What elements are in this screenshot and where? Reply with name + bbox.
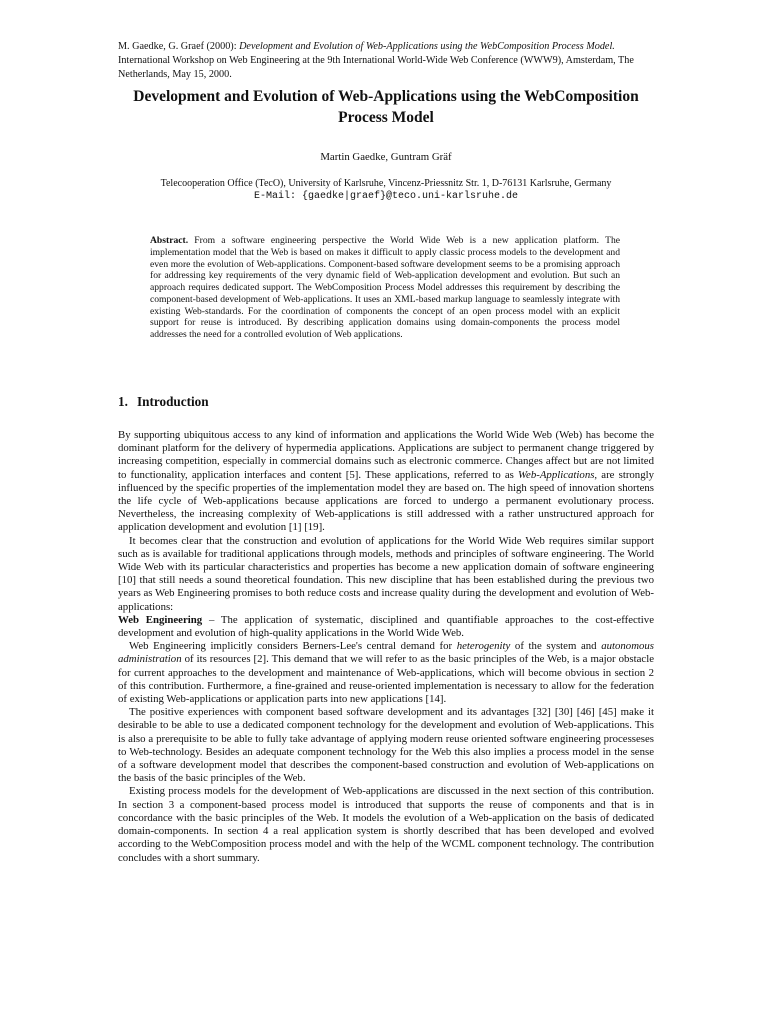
abstract-label: Abstract. [150,235,189,246]
paragraph-3-emphasis-2: autonomous administration [118,640,655,666]
paragraph-3-text-c: of its resources [2]. This demand that we will refer to as the basic principles of the Web, is a major obstacle for current approaches to the development and maintenance of Web-applications, which will become obvious in section 2 of this contribution. Furthermore, a fine-grained and reuse-oriented implementation is necessary to allow for the federation of existing Web-applications or application parts into new applications [14]. [118,653,654,706]
affiliation-block [118,177,654,203]
paper-title: Development and Evolution of Web-Applications using the WebComposition Process Model [133,88,639,126]
paragraph-3-text-b: of the system and [510,640,602,653]
definition-term: Web Engineering [118,613,203,626]
citation-title: Development and Evolution of Web-Applications using the WebComposition Process Model. [239,41,615,52]
section-title: Introduction [137,394,209,409]
abstract-text: From a software engineering perspective the World Wide Web is a new application platform. The implementation model that the Web is based on makes it difficult to apply classic process models to the development and even more the evolution of Web-applications. Component-based software development seems to be a promising approach for addressing key requirements of the very dynamic field of Web-application development and evolution. But such an approach requires dedicated support. The WebComposition Process Model addresses this requirement by describing the component-based development of Web-applications. It uses an XML-based markup language to seamlessly integrate with existing Web-standards. For the coordination of components the concept of an open process model with an explicit support for reuse is introduced. By describing application domains using domain-components the process model addresses the need for a controlled evolution of Web applications. [150,235,620,340]
paragraph-3 [118,640,654,706]
paragraph-1-text-a: By supporting ubiquitous access to any kind of information and applications the World Wide Web (Web) has become the dominant platform for the delivery of hypermedia applications. Applications are subject to permanent change triggered by increasing competition, especially in commercial domains such as electronic commerce. Changes affect but are not limited to functionality, application interfaces and content [5]. These applications, referred to as [118,429,654,481]
paragraph-1-text-b: , are strongly influenced by the specific properties of the implementation model they are based on. The high speed of innovation shortens the life cycle of Web-applications because applications are forced to undergo a permanent evolutionary process. Nevertheless, the increasing complexity of Web-applications is still addressed with a rather unstructured approach for application development and evolution [1] [19]. [118,468,655,534]
definition-text: – The application of systematic, disciplined and quantifiable approaches to the cost-effective development and evolution of high-quality applications in the World Wide Web. [118,613,654,640]
definition-block [118,614,654,640]
body-text [118,429,654,865]
section-number: 1. [118,394,128,409]
paragraph-4: The positive experiences with component based software development and its advantages [32] [30] [46] [45] make it desirable to be able to use a dedicated component technology for the development and evolution of Web-applications. This is also a prerequisite to be able to fully take advantage of applying modern reuse oriented software engineering processeses to Web-technology. Besides an adequate component technology for the Web this also implies a process model in the sense of a software development model that describes the component-based construction and evolution of Web-applications on the basis of the basic principles of the Web. [118,706,654,785]
paragraph-2: It becomes clear that the construction and evolution of applications for the World Wide Web requires similar support such as is available for traditional applications through models, methods and principles of software engineering. The World Wide Web with its particular characteristics and properties has become a new application domain of software engineering [10] that still needs a sound theoretical foundation. This new discipline that has been established during the previous two years as Web Engineering promises to both reduce costs and increase quality during the development and evolution of Web-applications: [118,534,654,613]
author-list: Martin Gaedke, Guntram Gräf [320,151,452,163]
citation-header [118,40,654,82]
section-heading [118,393,654,411]
paragraph-1-emphasis: Web-Applications [518,468,595,481]
abstract [150,235,620,341]
email-address: E-Mail: {gaedke|graef}@teco.uni-karlsruhe.de [253,191,519,202]
paragraph-3-text-a: Web Engineering implicitly considers Berners-Lee's central demand for [129,640,457,653]
citation-authors: M. Gaedke, G. Graef (2000): [118,41,240,52]
paragraph-3-emphasis-1: heterogenity [456,640,511,653]
citation-venue: International Workshop on Web Engineering at the 9th International World-Wide Web Conference (WWW9), Amsterdam, The Netherlands, May 15, 2000. [118,55,634,80]
affiliation: Telecooperation Office (TecO), University of Karlsruhe, Vincenz-Priessnitz Str. 1, D-76131 Karlsruhe, Germany [160,178,612,189]
paragraph-5: Existing process models for the development of Web-applications are discussed in the next section of this contribution. In section 3 a component-based process model is introduced that supports the reuse of components and that is in concordance with the basic principles of the Web. It models the evolution of a Web-application on the basis of dedicated domain-components. In section 4 a real application system is shortly described that has been developed and evolved according to the WebComposition process model and with the help of the WCML component technology. The contribution concludes with a short summary. [118,785,654,864]
paragraph-1 [118,429,654,535]
